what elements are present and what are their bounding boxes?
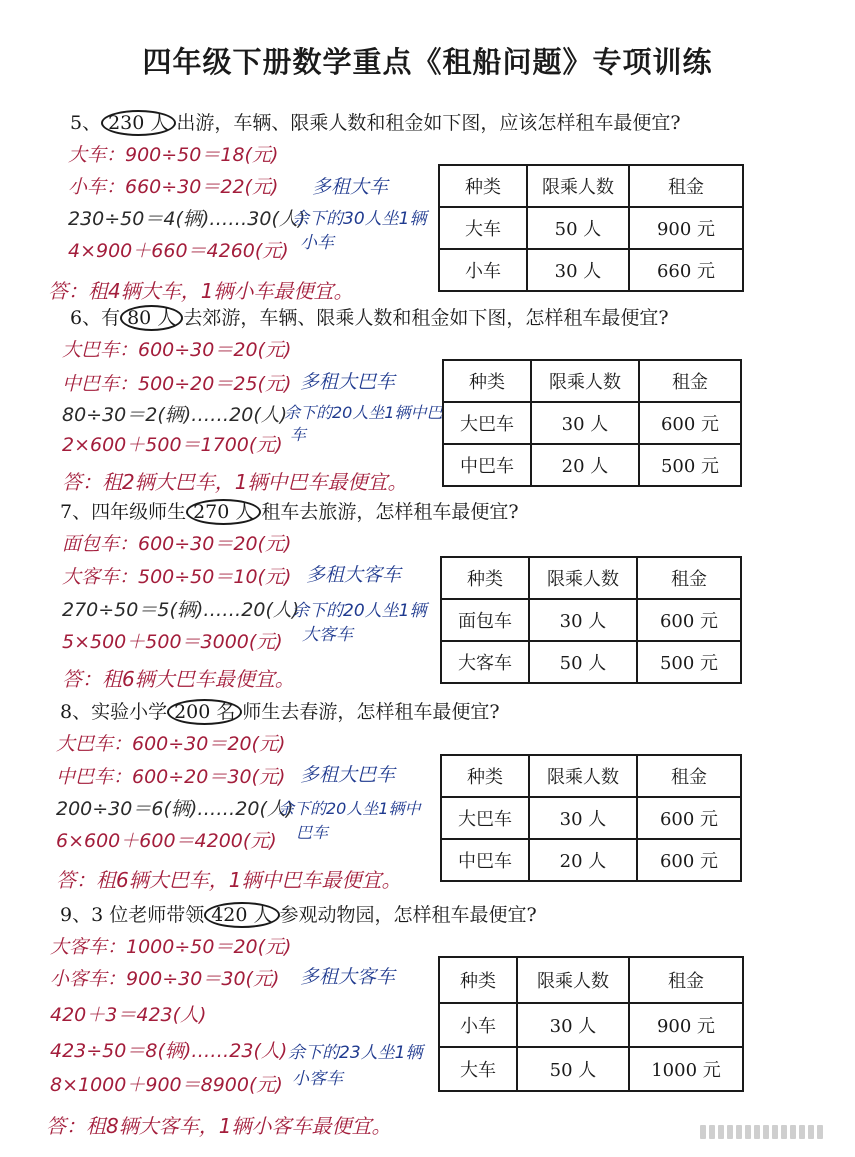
- circled-count: 420 人: [204, 902, 279, 928]
- work-line: 小客车：900÷30＝30(元): [50, 968, 280, 990]
- decorative-bars: [700, 1124, 830, 1138]
- note-line: 余下的20人坐1辆中: [278, 799, 421, 818]
- note-line: 余下的20人坐1辆中巴: [284, 403, 443, 422]
- work-line: 中巴车：600÷20＝30(元): [56, 766, 286, 788]
- work-line: 80÷30＝2(辆)……20(人): [62, 404, 288, 426]
- work-line: 270÷50＝5(辆)……20(人): [62, 599, 300, 621]
- note-line: 多租大客车: [300, 966, 396, 988]
- question-6: 6、有 80 人 去郊游，车辆、限乘人数和租金如下图，怎样租车最便宜?: [70, 307, 669, 329]
- answer: 答：租6辆大巴车最便宜。: [62, 667, 295, 691]
- answer: 答：租6辆大巴车，1辆中巴车最便宜。: [56, 868, 402, 892]
- note-line: 小客车: [292, 1069, 343, 1089]
- work-line: 大客车：1000÷50＝20(元): [50, 936, 292, 958]
- circled-count: 230 人: [101, 110, 176, 136]
- question-8: 8、实验小学 200 名 师生去春游，怎样租车最便宜?: [60, 701, 500, 723]
- circled-count: 80 人: [120, 305, 183, 331]
- note-line: 多租大巴车: [300, 371, 396, 393]
- note-line: 大客车: [302, 625, 353, 645]
- note-line: 余下的23人坐1辆: [288, 1043, 423, 1063]
- work-line: 小车：660÷30＝22(元): [68, 176, 279, 198]
- note-line: 余下的30人坐1辆: [292, 209, 427, 229]
- fare-table: 种类 限乘人数 租金 大巴车 30 人 600 元 中巴车 20 人 500 元: [442, 359, 742, 487]
- note-line: 车: [290, 425, 307, 444]
- circled-count: 270 人: [186, 499, 261, 525]
- work-line: 大客车：500÷50＝10(元): [62, 566, 292, 588]
- circled-count: 200 名: [167, 699, 242, 725]
- work-line: 大巴车：600÷30＝20(元): [62, 339, 292, 361]
- note-line: 巴车: [296, 823, 329, 842]
- note-line: 余下的20人坐1辆: [292, 601, 427, 621]
- note-line: 多租大巴车: [300, 764, 396, 786]
- work-line: 4×900＋660＝4260(元): [68, 240, 289, 262]
- question-7: 7、四年级师生 270 人 租车去旅游，怎样租车最便宜?: [60, 501, 519, 523]
- work-line: 面包车：600÷30＝20(元): [62, 533, 292, 555]
- work-line: 200÷30＝6(辆)……20(人): [56, 798, 294, 820]
- fare-table: 种类 限乘人数 租金 大车 50 人 900 元 小车 30 人 660 元: [438, 164, 744, 292]
- work-line: 2×600＋500＝1700(元): [62, 434, 283, 456]
- fare-table: 种类 限乘人数 租金 面包车 30 人 600 元 大客车 50 人 500 元: [440, 556, 742, 684]
- answer: 答：租8辆大客车，1辆小客车最便宜。: [46, 1114, 392, 1138]
- work-line: 6×600＋600＝4200(元): [56, 830, 277, 852]
- page-title: 四年级下册数学重点《租船问题》专项训练: [142, 45, 713, 79]
- work-line: 423÷50＝8(辆)……23(人): [50, 1040, 288, 1062]
- note-line: 小车: [300, 233, 334, 253]
- answer: 答：租4辆大车，1辆小车最便宜。: [48, 279, 354, 303]
- work-line: 大车：900÷50＝18(元): [68, 144, 279, 166]
- question-9: 9、3 位老师带领 420 人 参观动物园，怎样租车最便宜?: [60, 904, 537, 926]
- work-line: 8×1000＋900＝8900(元): [50, 1074, 283, 1096]
- note-line: 多租大客车: [306, 564, 402, 586]
- work-line: 230÷50＝4(辆)……30(人): [68, 208, 306, 230]
- fare-table: 种类 限乘人数 租金 大巴车 30 人 600 元 中巴车 20 人 600 元: [440, 754, 742, 882]
- question-5: 5、 230 人 出游，车辆、限乘人数和租金如下图，应该怎样租车最便宜?: [70, 112, 681, 134]
- work-line: 中巴车：500÷20＝25(元): [62, 373, 292, 395]
- fare-table: 种类 限乘人数 租金 小车 30 人 900 元 大车 50 人 1000 元: [438, 956, 744, 1092]
- work-line: 420＋3＝423(人): [50, 1004, 207, 1026]
- note-line: 多租大车: [312, 176, 389, 198]
- work-line: 大巴车：600÷30＝20(元): [56, 733, 286, 755]
- work-line: 5×500＋500＝3000(元): [62, 631, 283, 653]
- answer: 答：租2辆大巴车，1辆中巴车最便宜。: [62, 470, 408, 494]
